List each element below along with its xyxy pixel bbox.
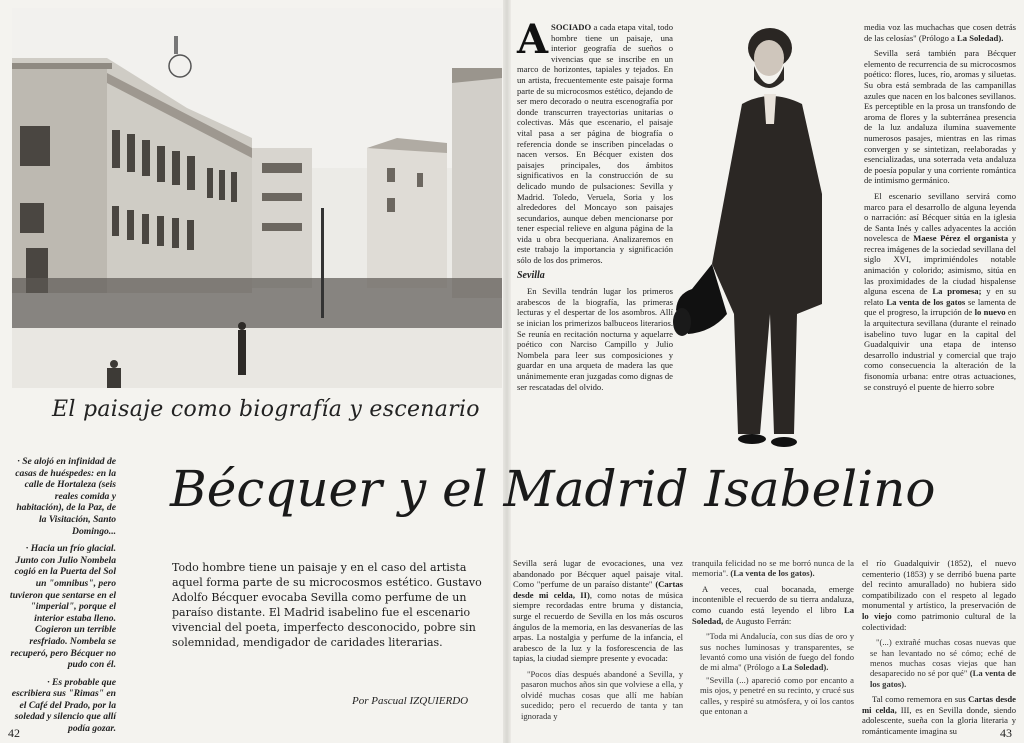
title-la-soledad-2: La Soledad).	[782, 662, 829, 673]
intro-bold-word: SOCIADO	[551, 22, 592, 32]
headline: Bécquer y el Madrid Isabelino	[170, 460, 936, 518]
title-maese-perez: Maese Pérez el organista	[913, 233, 1009, 244]
guadalquivir-c: como patrimonio cultural de la colectividad:	[862, 610, 1016, 632]
quote-ending: media voz las muchachas que cosen detrás de las celosías" (Prólogo a	[864, 22, 1016, 43]
title-venta-gatos: La venta de los gatos	[886, 296, 966, 307]
lead-paragraph: Todo hombre tiene un paisaje y en el caso del artista aquel forma parte de su microcosmos estético. Gustavo Adolfo Bécquer evocaba Sevilla como perfume de un paraíso distante. El Madrid isabelino fue el escenario vivencial del poeta, imperfecto desconocido, pobre sin solemnidad, mendigador de caridades literarias.	[172, 561, 482, 649]
becquer-portrait	[672, 14, 852, 454]
title-cartas-iii: Cartas desde mi celda,	[862, 694, 1016, 715]
quote-extrane: "(...) extrañé muchas cosas nuevas que se han levantado no sé cómo; eché de menos muchas cosas viejas que han desaparecido no sé por qué"	[870, 637, 1016, 679]
bocanada-a: A veces, cual bocanada, emerge incontenible el recuerdo de su tierra andaluza, como cuando está leyendo el libro	[692, 583, 854, 615]
paragraph-escenario-a: El escenario sevillano servirá como marco para el desarrollo de alguna leyenda o narración: así Bécquer sitúa en la iglesia de Santa Inés y calles adyacentes la acción novelesca de	[864, 190, 1016, 244]
byline: Por Pascual IZQUIERDO	[352, 695, 469, 707]
paragraph-escenario-e: se lamenta de que el progreso, la irrupción de	[864, 296, 1016, 318]
drop-cap: A	[517, 16, 549, 63]
quote-andalucia: "Toda mi Andalucía, con sus días de oro y sus noches luminosas y transparentes, se levantó como una visión de fuego del fondo de mi alma" (Prólogo a	[700, 631, 854, 673]
rememora-a: Tal como rememora en sus	[872, 694, 969, 705]
paragraph-microcosmos: Sevilla será también para Bécquer elemento de recurrencia de su microcosmos poético: flores, luces, río, aromas y siluetas. Su obra está sembrada de las campanillas azules que nacen en los balcones sevillanos. Es perceptible en la prosa un transfondo de aroma de flores y la subterránea presencia de la luz andaluza ilumina suavemente numerosos pasajes, mientras en las rimas convergen y se sintetizan, reelaboradas y esencializadas, una soterrada veta andaluza de poesía popular y una corriente romántica de intimismo germánico.	[864, 48, 1016, 186]
term-lo-viejo: lo viejo	[862, 610, 892, 621]
title-venta-gatos-2: (La venta de los gatos).	[730, 568, 815, 579]
rememora-c: III, es en Sevilla donde, siendo adolescente, sueña con la gloria literaria y románticamente imagina su	[862, 704, 1017, 736]
sidebar-notes	[8, 456, 116, 741]
sidebar-note: · Se alojó en infinidad de casas de huéspedes: en la calle de Hortaleza (seis reales comida y habitación), de la Paz, de la Visitación, Santo Domingo...	[15, 456, 116, 537]
kicker-subtitle: El paisaje como biografía y escenario	[52, 397, 480, 422]
bocanada-c: de Augusto Ferrán:	[723, 615, 792, 626]
quote-tranquila: tranquila felicidad no se me borró nunca de la memoria".	[692, 558, 854, 579]
term-lo-nuevo: lo nuevo	[974, 307, 1006, 318]
quote-pocos-dias: "Pocos días después abandoné a Sevilla, y pasaron muchos años sin que volviese a ella, y olvidé muchas cosas que allí me habían sucedido; pero el recuerdo de tanta y tan ignorada y	[521, 668, 683, 721]
title-cartas-ii: (Cartas desde mi celda, II)	[513, 579, 683, 600]
page-number-left: 42	[8, 726, 20, 740]
article-column-2	[864, 22, 1016, 452]
sidebar-note: · Es probable que escribiera sus "Rimas" en el Café del Prado, por la soledad y silencio que allí podía gozar.	[11, 676, 116, 735]
paragraph-escenario-c: y recrea imágenes de la sociedad sevillana del siglo XVI, imprimiéndoles notable animación y colorido; asimismo, sitúa en las proximidades de la ciudad hispalense alguna escena de	[864, 233, 1016, 297]
section-subhead-sevilla: Sevilla	[517, 269, 545, 281]
title-la-promesa: La promesa;	[932, 286, 982, 297]
title-la-soledad: La Soledad,	[692, 605, 854, 626]
page-fold	[503, 0, 511, 743]
article-column-3	[513, 558, 683, 738]
street-photograph	[12, 8, 502, 388]
page-number-right: 43	[1000, 726, 1012, 740]
street-photograph-illustration	[12, 8, 502, 388]
article-column-1	[517, 16, 673, 452]
guadalquivir-a: el río Guadalquivir (1852), el nuevo cementerio (1853) y se derribó buena parte del recinto amurallado) no hubiera sido compatibilizado con el respeto al legado monumental y artístico, la preservación de	[862, 558, 1016, 611]
article-column-4	[692, 558, 854, 738]
quote-source: La Soledad).	[957, 32, 1004, 43]
paragraph-escenario-f: en la arquitectura sevillana (durante el reinado isabelino tuvo lugar en la capital del Guadalquivir una etapa de intenso desarrollo industrial y comercial que trajo como consecuencia la alteración de la fisonomía urbana: entre otras actuaciones, se construyó el puente de hierro sobre	[864, 307, 1016, 392]
evocaciones-c: , como notas de música siempre recordadas entre bruma y distancia, surge el recuerdo de Sevilla en los más oscuros ángulos de la memoria, en las desvanerías de las arpas. La nostalgia y perfume de la infancia, el arabesco de la luz y la fosforescencia de las tapias, la ciudad siempre presente y evocada:	[513, 589, 683, 664]
intro-paragraph: a cada etapa vital, todo hombre tiene un paisaje, una interior geografía de sueños o vivencias que se inscribe en un marco de horizontes, tapiales y tejados. En un artista, frecuentemente este paisaje forma parte de su microcosmos estético, dejando de ser mero decorado o neutra escenografía por donde transcurren trayectorias unitarias o colectivas. Más que escenario, el paisaje vital pasa a ser página de biografía o referencia donde se inscriben pinceladas o nacen versos. En Bécquer existen dos paisajes principales, dos ámbitos significativos en la construcción de su delicado mundo de pulsaciones: Sevilla y Madrid. Toledo, Veruela, Soria y los alrededores del Moncayo son paisajes secundarios, aunque deben mencionarse por tener especial relieve en alguna página de la vida u obra becqueriana. Analizaremos en este trabajo la importancia y significación sólo de los dos primeros.	[517, 22, 673, 266]
paragraph-escenario-d: y en su relato	[864, 286, 1017, 307]
sevilla-paragraph: En Sevilla tendrán lugar los primeros arabescos de la biografía, las primeras lecturas y el despertar de los asombros. Allí se inician los primerizos balbuceos literarios. Se reunía en recitación nocturna y aquelarre poético con Narciso Campillo y Julio Nombela para leer sus composiciones y guardar en una arqueta de madera las que unánimemente eran juzgadas como dignas de ser rescatadas del olvido.	[517, 286, 673, 392]
sidebar-note: · Hacia un frío glacial. Junto con Julio Nombela cogió en la Puerta del Sol un "omnibus", pero tuvieron que sentarse en el "imperial", porque el interior estaba lleno. Cogieron un terrible resfriado. Nombela se recuperó, pero Bécquer no pudo con él.	[9, 543, 116, 671]
evocaciones-a: Sevilla será lugar de evocaciones, una vez abandonado por Bécquer aquel paisaje vital. Como "perfume de un paraíso distante"	[513, 558, 683, 590]
title-venta-gatos-3: (La venta de los gatos).	[870, 668, 1016, 689]
quote-sevilla-encanto: "Sevilla (...) apareció como por encanto a mis ojos, y penetré en su recinto, y crucé sus calles, y respiré su atmósfera, y oí los cantos que entonan a	[700, 674, 854, 717]
